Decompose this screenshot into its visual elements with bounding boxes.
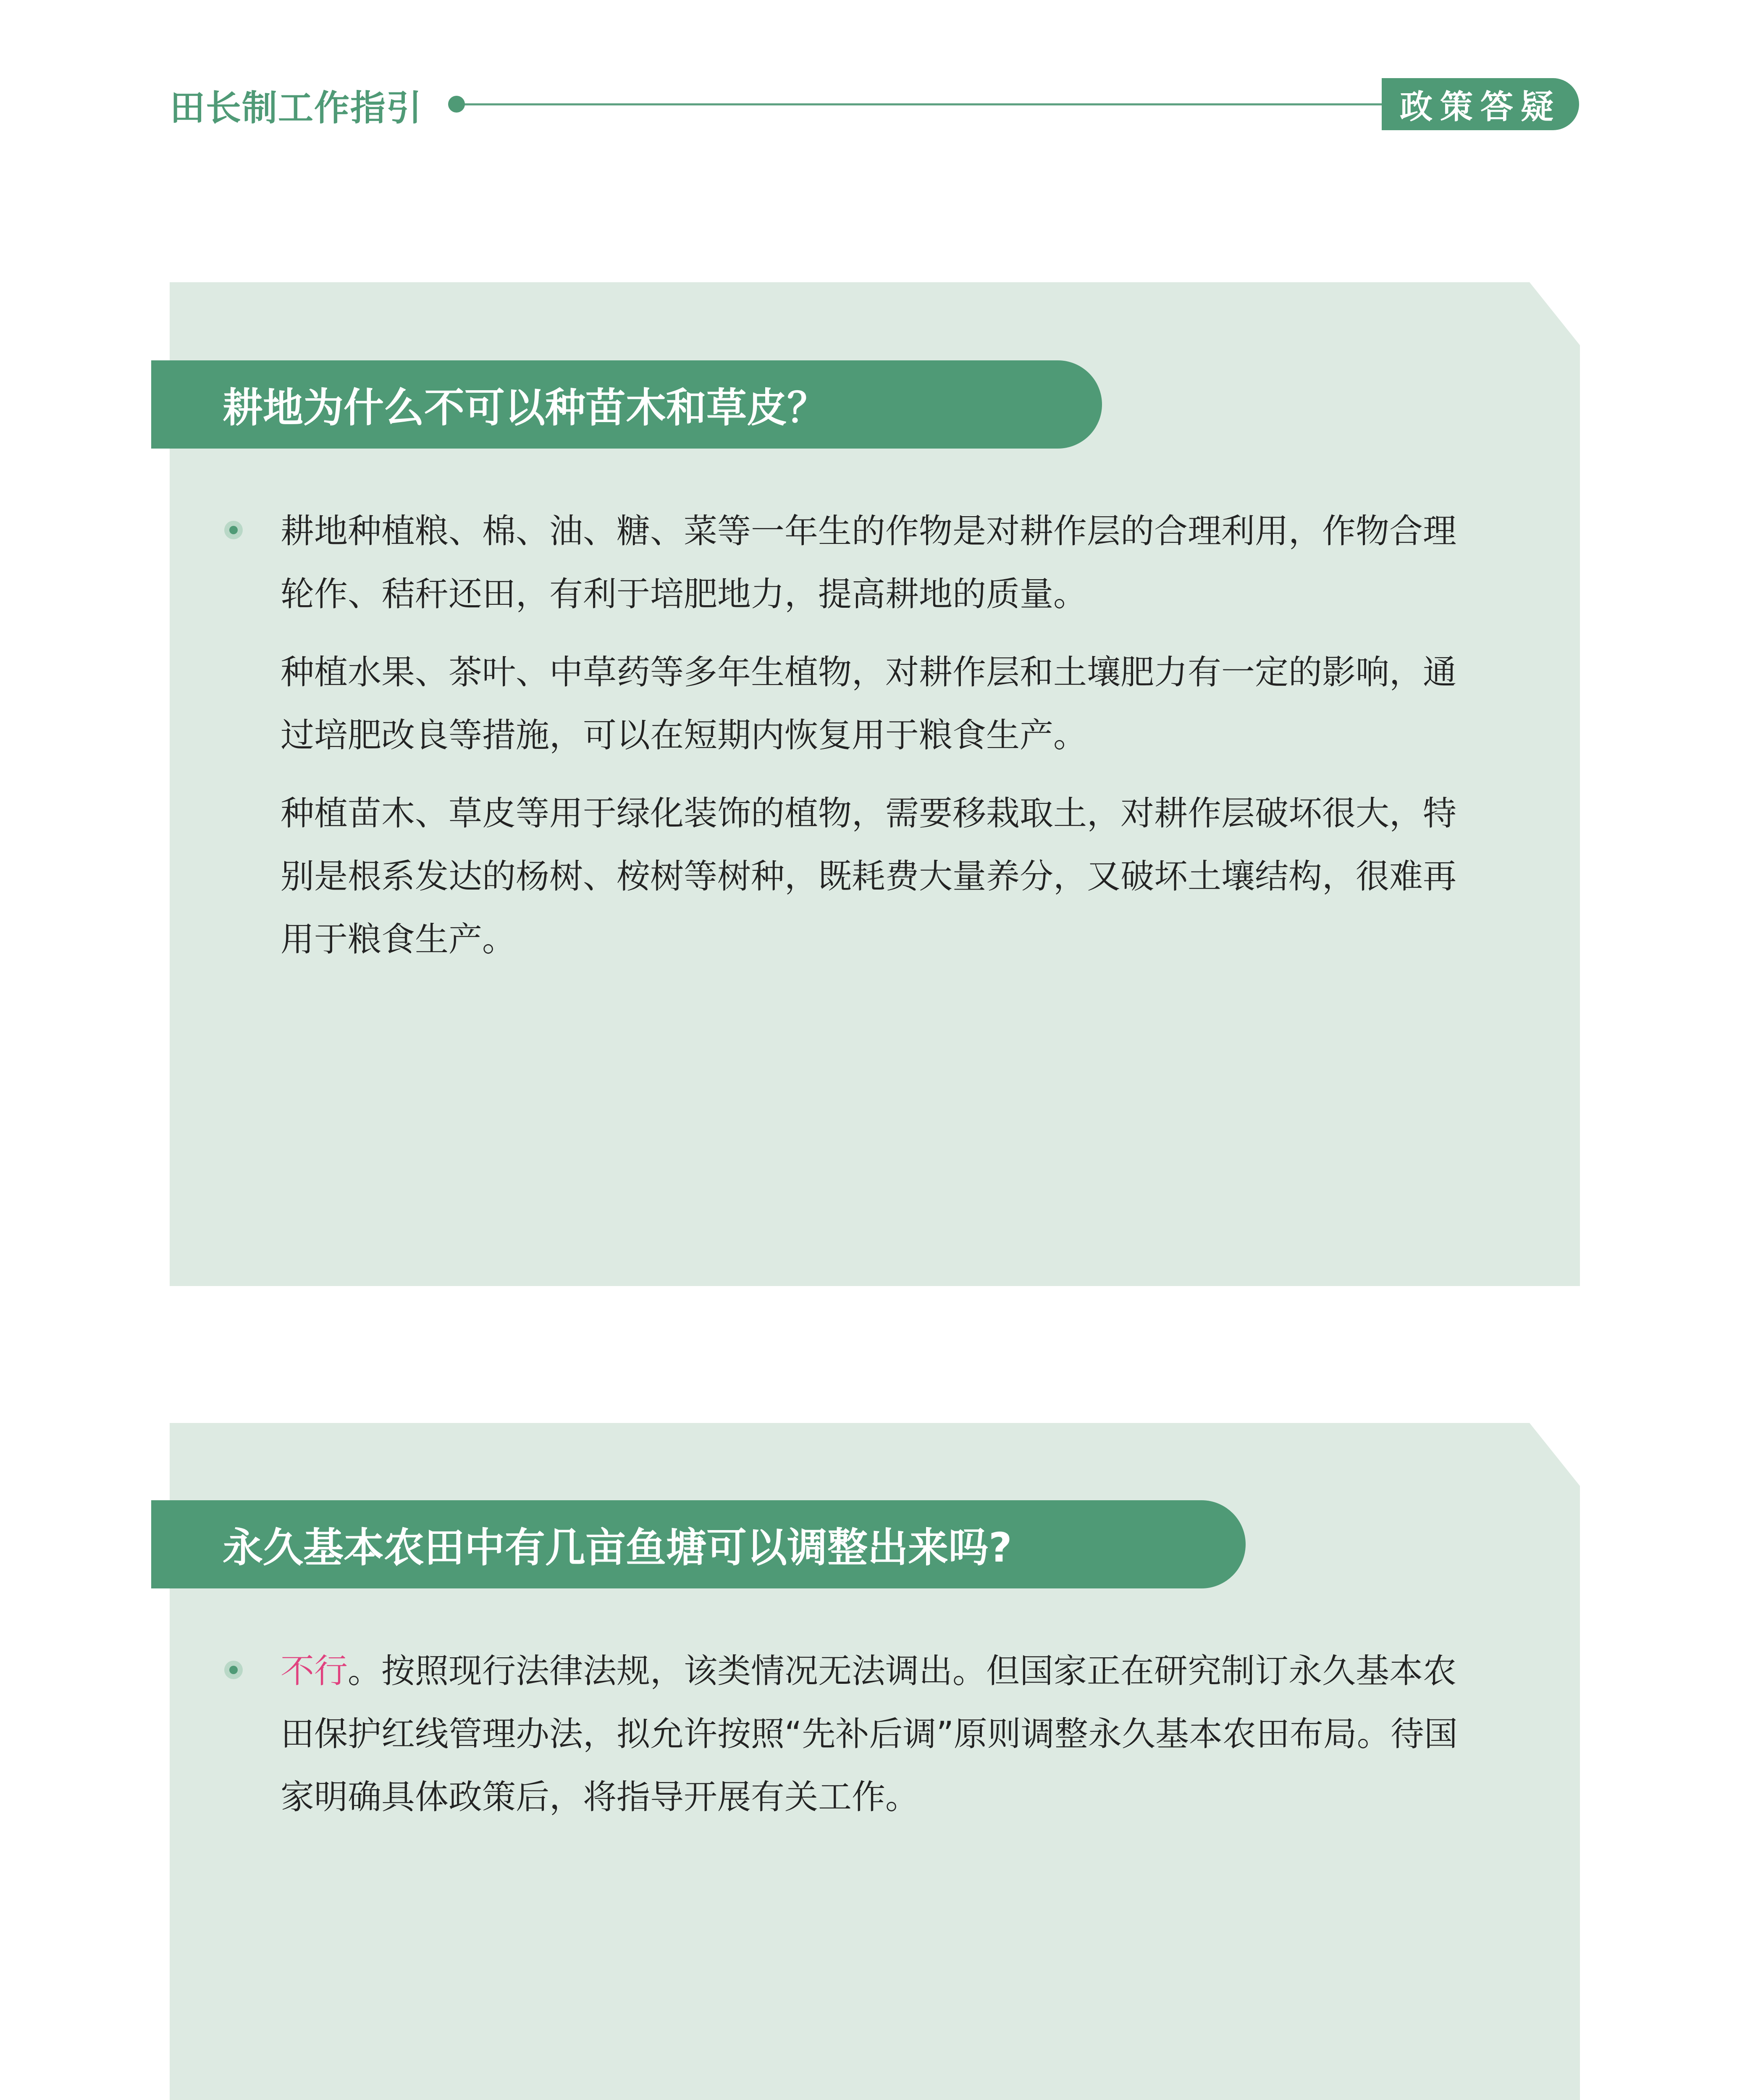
question-banner-1	[151, 360, 1102, 449]
question-text-2: 永久基本农田中有几亩鱼塘可以调整出来吗?	[223, 1524, 1012, 1571]
section-badge: 政策答疑	[1382, 78, 1579, 130]
answer-2-text: 。按照现行法律法规，该类情况无法调出。但国家正在研究制订永久基本农田保护红线管理办法，拟允许按照“先补后调”原则调整永久基本农田布局。待国家明确具体政策后，将指导开展有关工作。	[281, 1651, 1458, 1816]
question-text-1: 耕地为什么不可以种苗木和草皮？	[223, 384, 827, 431]
answer-1-paragraph-2: 种植水果、茶叶、中草药等多年生植物，对耕作层和土壤肥力有一定的影响，通过培肥改良等措施，可以在短期内恢复用于粮食生产。	[281, 653, 1456, 755]
header-divider	[456, 103, 1401, 105]
question-banner-2	[151, 1500, 1246, 1588]
header-dot-icon	[448, 96, 465, 113]
bullet-dot-icon	[224, 1661, 243, 1679]
answer-highlight: 不行	[281, 1651, 348, 1690]
answer-1-paragraph-3: 种植苗木、草皮等用于绿化装饰的植物，需要移栽取土，对耕作层破坏很大，特别是根系发达的杨树、桉树等树种，既耗费大量养分，又破坏土壤结构，很难再用于粮食生产。	[281, 794, 1456, 959]
answer-1-paragraph-1: 耕地种植粮、棉、油、糖、菜等一年生的作物是对耕作层的合理利用，作物合理轮作、秸秆还田，有利于培肥地力，提高耕地的质量。	[281, 512, 1456, 614]
answer-1	[281, 500, 1482, 986]
answer-2-paragraph	[281, 1640, 1482, 1829]
header-title: 田长制工作指引	[170, 87, 423, 129]
answer-2	[281, 1640, 1482, 1844]
bullet-dot-icon	[224, 521, 243, 539]
